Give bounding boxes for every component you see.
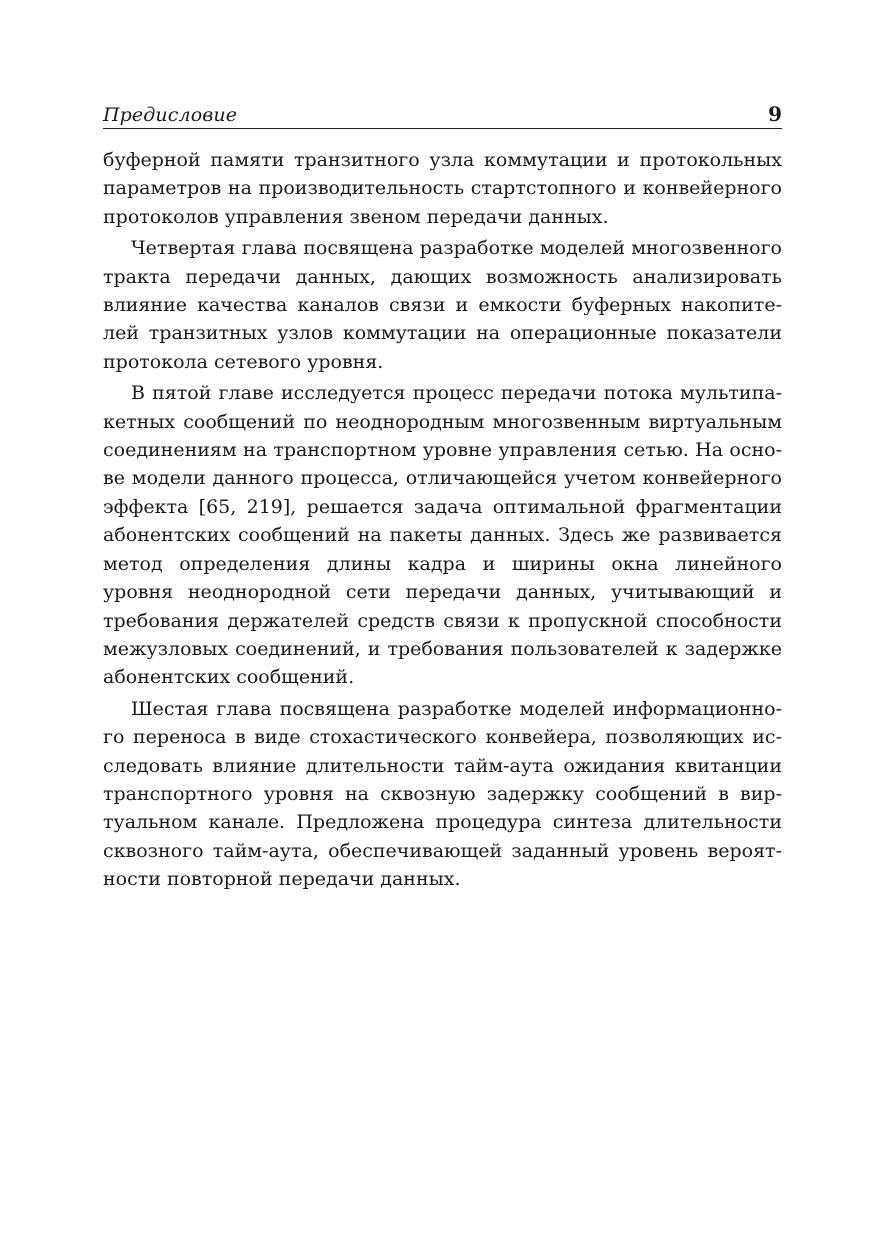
running-header xyxy=(103,98,782,129)
page-number: 9 xyxy=(768,102,782,126)
paragraph-chapter-four: Четвертая глава посвящена разработке моделей многозвенного тракта передачи данных, дающих возможность анализировать влияние качества каналов связи и емкости буферных накопителей транзитных узлов коммутации на операционные показатели протокола сетевого уровня. xyxy=(103,237,782,373)
paragraph-continuation: буферной памяти транзитного узла коммутации и протокольных параметров на производительность стартстопного и конвейерного протоколов управления звеном передачи данных. xyxy=(103,149,782,228)
page xyxy=(103,98,782,894)
body-text xyxy=(103,146,782,894)
paragraph-chapter-six: Шестая глава посвящена разработке моделей информационного переноса в виде стохастического конвейера, позволяющих исследовать влияние длительности тайм-аута ожидания квитанции транспортного уровня на сквозную задержку сообщений в виртуальном канале. Предложена процедура синтеза длительности сквозного тайм-аута, обеспечивающей заданный уровень вероятности повторной передачи данных. xyxy=(103,697,782,891)
running-title: Предисловие xyxy=(103,104,238,126)
paragraph-chapter-five: В пятой главе исследуется процесс передачи потока мультипакетных сообщений по неоднородным многозвенным виртуальным соединениям на транспортном уровне управления сетью. На основе модели данного процесса, отличающейся учетом конвейерного эффекта [65, 219], решается задача оптимальной фрагментации абонентских сообщений на пакеты данных. Здесь же развивается метод определения длины кадра и ширины окна линейного уровня неоднородной сети передачи данных, учитывающий и требования держателей средств связи к пропускной способности межузловых соединений, и требования пользователей к задержке абонентских сообщений. xyxy=(103,382,782,689)
